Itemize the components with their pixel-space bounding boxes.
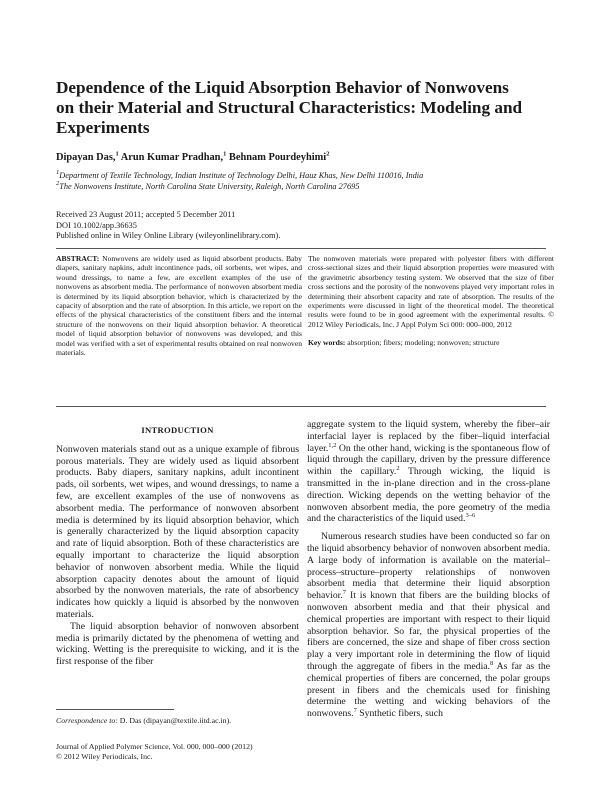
journal-footer (56, 742, 302, 761)
author-name: Behnam Pourdeyhimi (228, 152, 327, 163)
keywords (308, 338, 554, 347)
keywords-text: absorption; fibers; modeling; nonwoven; structure (347, 338, 500, 348)
received-dates: Received 23 August 2011; accepted 5 December 2011 (56, 210, 236, 219)
abstract-left (56, 254, 302, 357)
citation: 7 (342, 588, 347, 596)
author-name: Arun Kumar Pradhan, (120, 152, 224, 163)
article-title: Dependence of the Liquid Absorption Behavior of Nonwovens on their Material and Structural Characteristics: Modeling and Experiments (56, 78, 523, 137)
paragraph: The liquid absorption behavior of nonwoven absorbent media is primarily dictated by the phenomena of wetting and wicking. Wetting is the prerequisite to wicking, and it is the first response of the fiber (56, 620, 299, 668)
abstract-bottom-rule (56, 406, 546, 407)
journal-citation: Journal of Applied Polymer Science, Vol. 000, 000–000 (2012) (56, 742, 253, 751)
affiliation-ref: 1 (223, 150, 227, 158)
affiliation-text: The Nonwovens Institute, North Carolina State University, Raleigh, North Carolina 27695 (59, 182, 360, 191)
body-column-left (56, 425, 299, 668)
section-heading: INTRODUCTION (141, 425, 214, 435)
body-column-right (307, 419, 550, 720)
citation: 7 (353, 706, 357, 714)
citation: 3–6 (465, 512, 476, 520)
article-metadata (56, 210, 556, 242)
text-run: Through wicking, the liquid is transmitted in the in-plane direction and in the cross-plane direction. Wicking depends on the wetting behavior of the nonwoven absorbent media, the pore geometry of the media and the characteristics of the liquid used. (307, 466, 550, 525)
affiliation (56, 181, 556, 192)
correspondence-text: D. Das (dipayan@textile.iitd.ac.in). (117, 716, 232, 725)
text-run: aggregate system to the liquid system, whereby the fiber–air interfacial layer is replaced by the fiber–liquid interfacial layer. (307, 419, 550, 454)
author-name: Dipayan Das, (56, 152, 116, 163)
text-run: As far as the chemical properties of fibers are concerned, the polar groups present in fibers and the chemicals used for finishing determine the wetting and wicking behaviors of the nonwovens. (307, 660, 550, 720)
citation: 1,2 (328, 441, 337, 449)
copyright: © 2012 Wiley Periodicals, Inc. (56, 751, 153, 761)
text-run: Numerous research studies have been conducted so far on the liquid absorbency behavior of nonwoven absorbent media. A large body of information is available on the material–process–structure–property relationships of nonwoven absorbent media that determine their liquid absorption behavior. (307, 531, 550, 602)
abstract-label: ABSTRACT: (56, 254, 100, 263)
correspondence-label: Correspondence to: (56, 716, 118, 725)
footnote-rule (56, 709, 174, 710)
text-run: On the other hand, wicking is the spontaneous flow of liquid through the capillary, driven by the pressure difference within the capillary. (307, 442, 550, 478)
abstract-right (308, 254, 554, 348)
paragraph (307, 531, 550, 720)
text-run: Synthetic fibers, such (356, 708, 443, 720)
author-list (56, 151, 556, 164)
correspondence-note (56, 716, 231, 725)
affiliation-ref: 2 (326, 150, 330, 158)
affiliation-text: Department of Textile Technology, Indian Institute of Technology Delhi, Hauz Khas, New Delhi 110016, India (59, 171, 424, 180)
affiliations (56, 170, 556, 192)
paragraph: Nonwoven materials stand out as a unique example of fibrous porous materials. They are widely used as liquid absorbent products. Baby diapers, sanitary napkins, adult incontinent pads, oil sorbents, wet wipes, and wound dressings, to name a few, are excellent examples of the use of nonwovens as absorbent media. The performance of nonwoven absorbent media is determined by its liquid absorption behavior, which is generally characterized by the liquid absorption capacity and rate of liquid absorption. Both of these characteristics are equally important to characterize the liquid absorption behavior of nonwoven absorbent media. While the liquid absorption capacity denotes about the amount of liquid absorbed by the nonwoven materials, the rate of absorbency indicates how quickly a liquid is absorbed by the nonwoven materials. (56, 443, 299, 620)
text-run: It is known that fibers are the building blocks of nonwoven absorbent media and that their physical and chemical properties are important with respect to their liquid absorption behavior. So far, the physical properties of the fibers are concerned, the size and shape of fiber cross section play a very important role in determining the flow of liquid through the aggregate of fibers in the media. (307, 590, 550, 672)
citation: 2 (396, 464, 400, 472)
abstract-top-rule (56, 248, 546, 249)
citation: 8 (489, 659, 494, 667)
abstract-text-continued: The nonwoven materials were prepared with polyester fibers with different cross-sectional sizes and their liquid absorption properties were measured with the gravimetric absorbency testing system. We observed that the size of fiber cross sections and the porosity of the nonwovens played very important roles in determining their absorbent capacity and rate of absorption. The results of the experiments were discussed in light of the theoretical model. The theoretical results were found to be in good agreement with the experimental results. © 2012 Wiley Periodicals, Inc. J Appl Polym Sci 000: 000–000, 2012 (308, 254, 554, 329)
affiliation-ref: 1 (115, 150, 119, 158)
paragraph (307, 419, 550, 525)
keywords-label: Key words: (308, 338, 346, 348)
affiliation-number: 2 (56, 180, 60, 188)
publication-note: Published online in Wiley Online Library (wileyonlinelibrary.com). (56, 231, 281, 241)
affiliation-number: 1 (56, 169, 60, 177)
doi: DOI 10.1002/app.36635 (56, 220, 137, 230)
affiliation (56, 170, 556, 181)
abstract-text: Nonwovens are widely used as liquid absorbent products. Baby diapers, sanitary napkins, adult incontinence pads, oil sorbents, wet wipes, and wound dressings, to name a few, are excellent examples of the use of nonwovens as absorbent media. The performance of nonwoven absorbent media is determined by its liquid absorption behavior, which is characterized by the capacity of absorption and the rate of absorption. In this article, we report on the effects of the physical characteristics of the constituent fibers and the internal structure of the nonwovens on their liquid absorption behavior. A theoretical model of liquid absorption behavior of nonwovens was developed, and this model was verified with a set of experimental results obtained on real nonwoven materials. (56, 254, 302, 358)
